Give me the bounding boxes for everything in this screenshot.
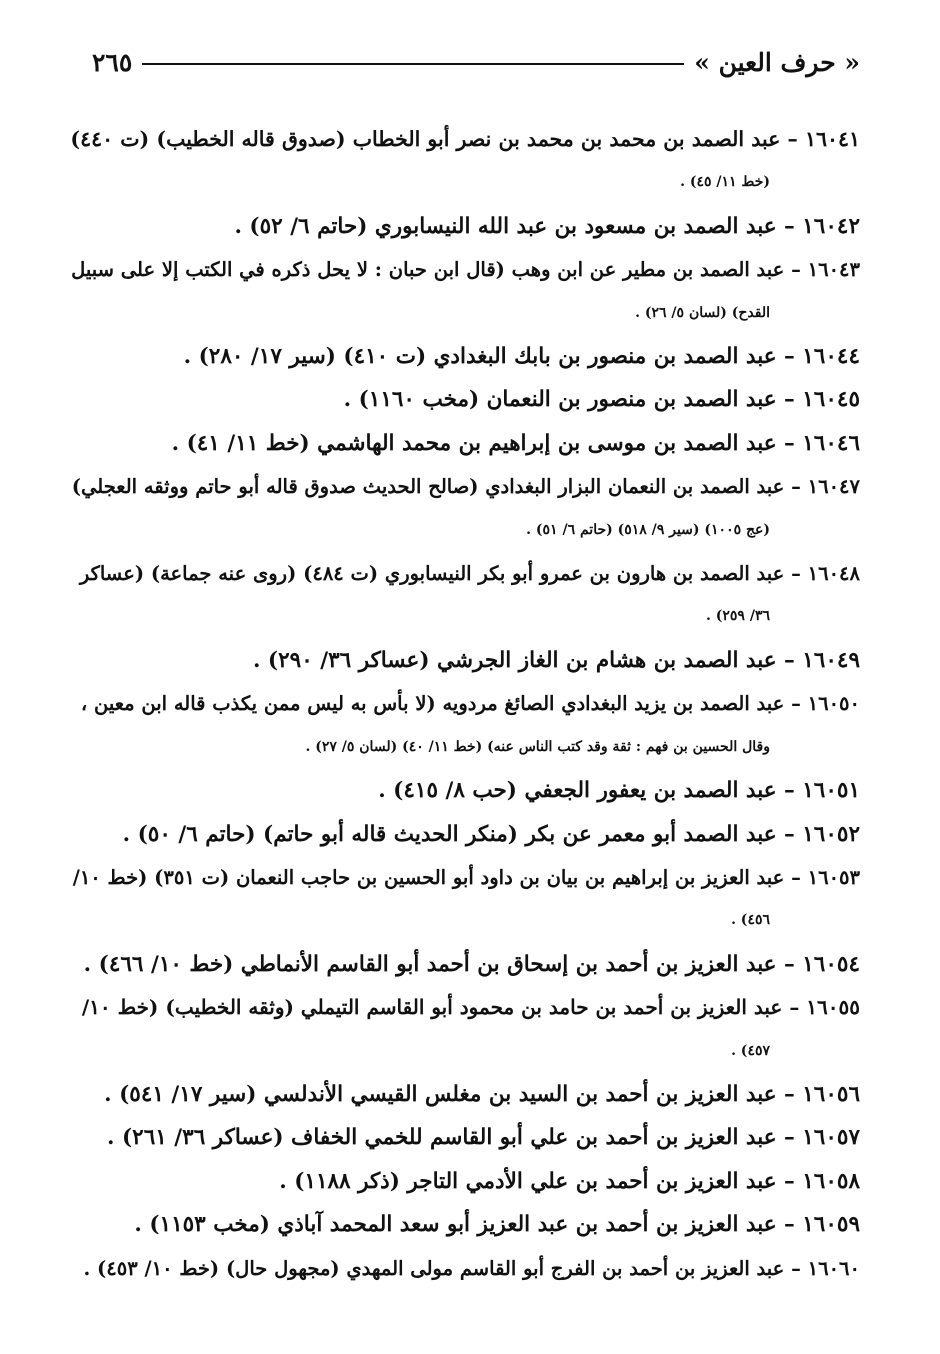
entry-text: ١٦٠٥٢ – عبد الصمد أبو معمر عن بكر (منكر الحديث قاله أبو حاتم) (حاتم ٦/ ٥٠) .: [122, 821, 860, 847]
entry: [70, 986, 860, 1073]
entry-text: ١٦٠٤٩ – عبد الصمد بن هشام بن الغاز الجرشي (عساكر ٣٦/ ٢٩٠) .: [252, 647, 860, 673]
entry-text: ١٦٠٤٤ – عبد الصمد بن منصور بن بابك البغدادي (ت ٤١٠) (سير ١٧/ ٢٨٠) .: [183, 344, 860, 370]
entry-text: ١٦٠٥٠ – عبد الصمد بن يزيد البغدادي الصائغ مردويه (لا بأس به ليس ممن يكذب قاله ابن معين ،: [80, 692, 860, 716]
entry-continuation: وقال الحسين بن فهم : ثقة وقد كتب الناس عنه) (خط ١١/ ٤٠) (لسان ٥/ ٢٧) .: [305, 738, 770, 755]
entry: [70, 813, 860, 856]
entry-text: ١٦٠٥٩ – عبد العزيز بن أحمد بن عبد العزيز أبو سعد المحمد آباذي (مخب ١١٥٣) .: [134, 1212, 860, 1238]
header-rule: [142, 63, 684, 65]
entry-continuation: (عج ١٠٠٥) (سير ٩/ ٥١٨) (حاتم ٦/ ٥١) .: [526, 521, 770, 538]
entry-text: ١٦٠٤٥ – عبد الصمد بن منصور بن النعمان (مخب ١١٦٠) .: [343, 387, 860, 413]
entry-continuation: ٤٥٧) .: [731, 1042, 770, 1059]
entry: [70, 1247, 860, 1290]
entry-text: ١٦٠٥٤ – عبد العزيز بن أحمد بن إسحاق بن أحمد أبو القاسم الأنماطي (خط ١٠/ ٤٦٦) .: [83, 951, 860, 977]
entry: [70, 769, 860, 812]
entry-text: ١٦٠٥٥ – عبد العزيز بن أحمد بن حامد بن محمود أبو القاسم التيملي (وثقه الخطيب) (خط ١٠/: [81, 995, 860, 1020]
entry-text: ١٦٠٥٣ – عبد العزيز بن إبراهيم بن بيان بن داود أبو الحسين بن حاجب النعمان (ت ٣٥١) (خط ١٠/: [72, 865, 860, 889]
page-header: [92, 42, 860, 82]
entry: [70, 682, 860, 769]
entry: [70, 1073, 860, 1116]
entry-text: ١٦٠٤٦ – عبد الصمد بن موسى بن إبراهيم بن محمد الهاشمي (خط ١١/ ٤١) .: [171, 430, 860, 456]
entry-text: ١٦٠٥٧ – عبد العزيز بن أحمد بن علي أبو القاسم للخمي الخفاف (عساكر ٣٦/ ٢٦١) .: [106, 1125, 860, 1151]
entry: [70, 118, 860, 205]
page-number: ٢٦٥: [92, 47, 133, 77]
entry-text: ١٦٠٤٧ – عبد الصمد بن النعمان البزار البغدادي (صالح الحديث صدوق قاله أبو حاتم ووثقه العجلي): [71, 475, 860, 499]
entry: [70, 1203, 860, 1246]
entry-text: ١٦٠٤٣ – عبد الصمد بن مطير عن ابن وهب (قال ابن حبان : لا يحل ذكره في الكتب إلا على سبيل: [71, 258, 860, 282]
entry-continuation: القدح) (لسان ٥/ ٢٦) .: [635, 304, 770, 321]
entry: [70, 856, 860, 943]
entry-text: ١٦٠٦٠ – عبد العزيز بن أحمد بن الفرج أبو القاسم مولى المهدي (مجهول حال) (خط ١٠/ ٤٥٣) .: [83, 1256, 860, 1280]
entry-continuation: (خط ١١/ ٤٥) .: [680, 174, 770, 191]
running-title: « حرف العين »: [694, 47, 860, 77]
entry: [70, 943, 860, 986]
entry: [70, 248, 860, 335]
entry-text: ١٦٠٥١ – عبد الصمد بن يعفور الجعفي (حب ٨/ ٤١٥) .: [378, 778, 860, 804]
entry-text: ١٦٠٤١ – عبد الصمد بن محمد بن محمد بن نصر أبو الخطاب (صدوق قاله الخطيب) (ت ٤٤٠): [70, 127, 860, 151]
entry: [70, 1160, 860, 1203]
entry: [70, 378, 860, 421]
entry: [70, 205, 860, 248]
entry-text: ١٦٠٤٢ – عبد الصمد بن مسعود بن عبد الله النيسابوري (حاتم ٦/ ٥٢) .: [234, 213, 860, 239]
entry-continuation: ٣٦/ ٢٥٩) .: [706, 608, 770, 625]
entry: [70, 422, 860, 465]
entry-text: ١٦٠٤٨ – عبد الصمد بن هارون بن عمرو أبو بكر النيسابوري (ت ٤٨٤) (روى عنه جماعة) (عساكر: [79, 562, 860, 586]
entry: [70, 639, 860, 682]
entry: [70, 335, 860, 378]
entry: [70, 552, 860, 639]
entry: [70, 465, 860, 552]
entry-text: ١٦٠٥٨ – عبد العزيز بن أحمد بن علي الأدمي التاجر (ذكر ١١٨٨) .: [279, 1168, 860, 1194]
entry: [70, 1116, 860, 1159]
entry-continuation: ٤٥٦) .: [731, 912, 770, 929]
entry-text: ١٦٠٥٦ – عبد العزيز بن أحمد بن السيد بن مغلس القيسي الأندلسي (سير ١٧/ ٥٤١) .: [104, 1081, 860, 1107]
entry-list: [70, 118, 860, 1290]
